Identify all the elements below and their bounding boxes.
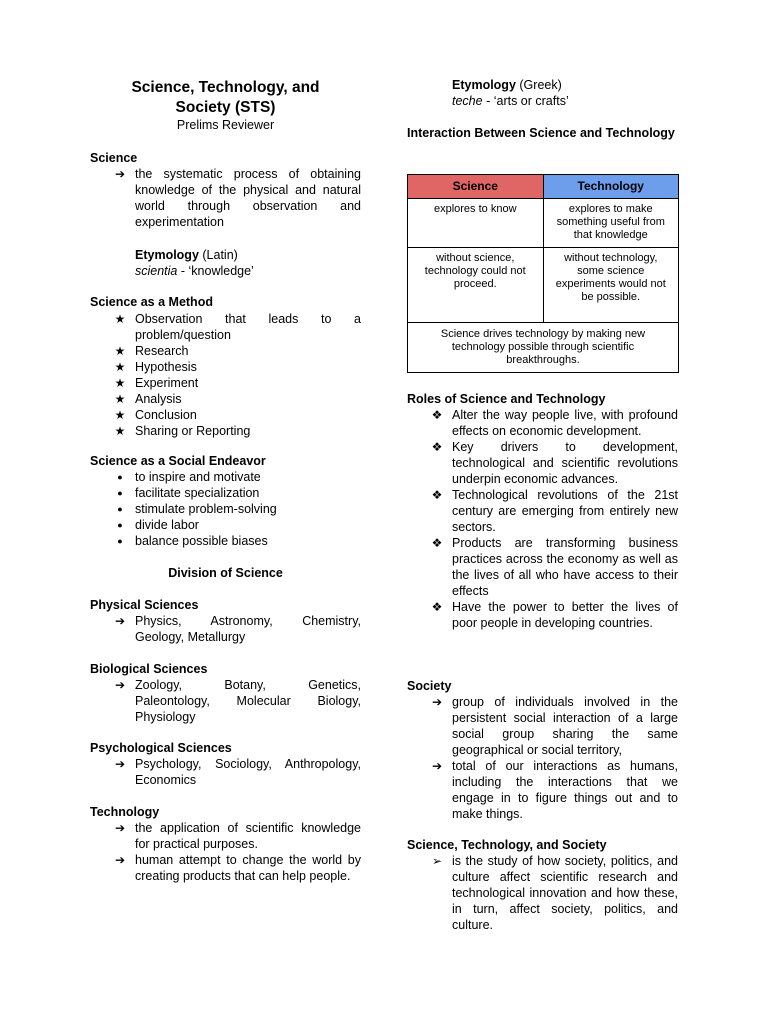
biological-heading: Biological Sciences: [90, 662, 208, 676]
science-etymology: [135, 247, 238, 263]
list-item: ➔ total of our interactions as humans, including the interactions that we engage in to figure things out and to make things.: [407, 758, 678, 822]
science-technology-table: [407, 174, 679, 373]
physical-list: [90, 613, 361, 645]
list-item: ★ Observation that leads to a problem/question: [90, 311, 361, 343]
arrow-icon: ➔: [114, 614, 126, 628]
society-list: [407, 694, 678, 822]
etymology-word: teche: [452, 94, 483, 108]
bullet-icon: ●: [117, 472, 123, 482]
table-row: [408, 199, 679, 248]
physical-heading: Physical Sciences: [90, 598, 199, 612]
list-item: ❖ Products are transforming business practices across the economy as well as the lives of all who have access to their effects: [407, 535, 678, 599]
table-cell: explores to make something useful from that knowledge: [543, 199, 679, 248]
table-cell: without technology, some science experiments would not be possible.: [543, 248, 679, 323]
etymology-meaning: - ‘knowledge’: [180, 264, 254, 278]
star-icon: ★: [114, 312, 126, 326]
bullet-icon: ●: [117, 488, 123, 498]
list-item: ➔ the systematic process of obtaining knowledge of the physical and natural world through observation and experimentation: [90, 166, 361, 230]
list-item: ➔ Psychology, Sociology, Anthropology, Economics: [90, 756, 361, 788]
society-heading: Society: [407, 679, 452, 693]
list-item: ❖ Key drivers to development, technological and scientific revolutions underpin economic advances.: [407, 439, 678, 487]
list-item: ● to inspire and motivate: [90, 469, 361, 485]
list-item: ➔ group of individuals involved in the persistent social interaction of a large social group sharing the same geographical or social territory,: [407, 694, 678, 758]
table-cell: explores to know: [408, 199, 544, 248]
social-heading: Science as a Social Endeavor: [90, 454, 266, 468]
technology-column-header: Technology: [543, 175, 679, 199]
bullet-icon: ●: [117, 520, 123, 530]
list-item: ❖ Alter the way people live, with profound effects on economic development.: [407, 407, 678, 439]
psychological-heading: Psychological Sciences: [90, 741, 232, 755]
roles-heading: Roles of Science and Technology: [407, 392, 606, 406]
page-subtitle: Prelims Reviewer: [176, 118, 275, 132]
list-item: ★ Hypothesis: [90, 359, 361, 375]
diamond-icon: ❖: [431, 536, 443, 550]
arrow-icon: ➔: [114, 757, 126, 771]
interaction-heading: Interaction Between Science and Technology: [407, 126, 675, 140]
list-item: ★ Research: [90, 343, 361, 359]
list-item: ➔ Physics, Astronomy, Chemistry, Geology, Metallurgy: [90, 613, 361, 645]
psychological-list: [90, 756, 361, 788]
arrow-icon: ➔: [114, 821, 126, 835]
list-item: ➢ is the study of how society, politics, and culture affect scientific research and technological innovation and how these, in turn, affect society, politics, and culture.: [407, 853, 678, 933]
diamond-icon: ❖: [431, 488, 443, 502]
arrow-icon: ➔: [114, 678, 126, 692]
table-cell: without science, technology could not proceed.: [408, 248, 544, 323]
diamond-icon: ❖: [431, 440, 443, 454]
star-icon: ★: [114, 392, 126, 406]
list-item: ➔ the application of scientific knowledge for practical purposes.: [90, 820, 361, 852]
star-icon: ★: [114, 408, 126, 422]
list-item: ★ Experiment: [90, 375, 361, 391]
list-item: ● divide labor: [90, 517, 361, 533]
list-item: ● stimulate problem-solving: [90, 501, 361, 517]
star-icon: ★: [114, 376, 126, 390]
method-list: [90, 311, 361, 439]
etymology-language: (Greek): [519, 78, 562, 92]
chevron-icon: ➢: [431, 854, 443, 868]
sts-heading: Science, Technology, and Society: [407, 838, 607, 852]
diamond-icon: ❖: [431, 600, 443, 614]
list-item: ➔ human attempt to change the world by creating products that can help people.: [90, 852, 361, 884]
science-column-header: Science: [408, 175, 544, 199]
etymology-label: Etymology: [135, 248, 199, 262]
list-item: ★ Conclusion: [90, 407, 361, 423]
biological-list: [90, 677, 361, 725]
table-footer-cell: Science drives technology by making new technology possible through scientific breakthroughs.: [408, 323, 679, 373]
page-title: [90, 78, 361, 118]
technology-heading: Technology: [90, 805, 160, 819]
arrow-icon: ➔: [114, 167, 126, 181]
list-item: ● facilitate specialization: [90, 485, 361, 501]
roles-list: [407, 407, 678, 631]
bullet-icon: ●: [117, 536, 123, 546]
bullet-icon: ●: [117, 504, 123, 514]
social-list: [90, 469, 361, 549]
star-icon: ★: [114, 360, 126, 374]
etymology-word: scientia: [135, 264, 178, 278]
list-item: ★ Sharing or Reporting: [90, 423, 361, 439]
arrow-icon: ➔: [431, 695, 443, 709]
etymology-meaning: - ‘arts or crafts’: [486, 94, 569, 108]
title-line-1: Science, Technology, and: [131, 79, 320, 96]
etymology-label: Etymology: [452, 78, 516, 92]
technology-etymology: [452, 77, 562, 93]
sts-list: [407, 853, 678, 933]
table-row: [408, 248, 679, 323]
list-item: ❖ Have the power to better the lives of poor people in developing countries.: [407, 599, 678, 631]
star-icon: ★: [114, 424, 126, 438]
method-heading: Science as a Method: [90, 295, 213, 309]
star-icon: ★: [114, 344, 126, 358]
table-header-row: [408, 175, 679, 199]
science-etymology-word-line: [135, 263, 254, 279]
arrow-icon: ➔: [114, 853, 126, 867]
arrow-icon: ➔: [431, 759, 443, 773]
diamond-icon: ❖: [431, 408, 443, 422]
table-row: [408, 323, 679, 373]
division-heading: Division of Science: [168, 566, 283, 580]
science-definition-list: [90, 166, 361, 230]
list-item: ❖ Technological revolutions of the 21st century are emerging from entirely new sectors.: [407, 487, 678, 535]
etymology-language: (Latin): [202, 248, 238, 262]
technology-etymology-word-line: [452, 93, 569, 109]
science-heading: Science: [90, 151, 138, 165]
technology-list: [90, 820, 361, 884]
list-item: ★ Analysis: [90, 391, 361, 407]
list-item: ● balance possible biases: [90, 533, 361, 549]
list-item: ➔ Zoology, Botany, Genetics, Paleontology, Molecular Biology, Physiology: [90, 677, 361, 725]
title-line-2: Society (STS): [175, 99, 276, 116]
